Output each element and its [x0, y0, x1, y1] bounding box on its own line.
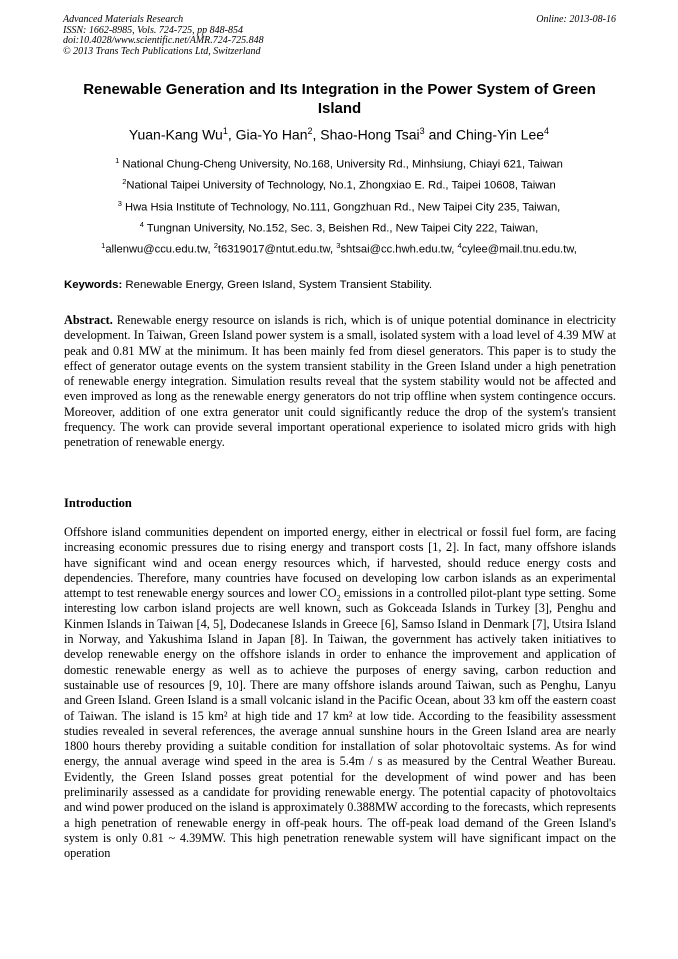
- abstract: [64, 313, 616, 451]
- email-address: allenwu@ccu.edu.tw,: [105, 243, 214, 256]
- affiliation-mark: 4: [139, 219, 144, 229]
- affiliation-list: [40, 150, 638, 256]
- email-line: [40, 235, 638, 256]
- author-affiliation-mark: 4: [544, 126, 550, 136]
- author-list: [40, 122, 638, 144]
- introduction-paragraph: [64, 525, 616, 862]
- email-mark: 4: [457, 241, 462, 251]
- section-heading: Introduction: [64, 496, 132, 510]
- email-mark: 3: [336, 241, 341, 251]
- author-separator: ,: [312, 126, 321, 143]
- author-name: Ching-Yin Lee: [455, 126, 545, 143]
- affiliation-mark: 3: [117, 198, 122, 208]
- journal-name: Advanced Materials Research: [63, 14, 184, 25]
- issn-line: ISSN: 1662-8985, Vols. 724-725, pp 848-854: [63, 24, 243, 36]
- doi-line: doi:10.4028/www.scientific.net/AMR.724-725.848: [63, 35, 264, 46]
- author-affiliation-mark: 1: [222, 126, 228, 136]
- affiliation-text: National Chung-Cheng University, No.168, University Rd., Minhsiung, Chiayi 621, Taiwan: [119, 158, 563, 171]
- affiliation-text: National Taipei University of Technology, No.1, Zhongxiao E. Rd., Taipei 10608, Taiwan: [126, 180, 556, 193]
- keywords: [64, 277, 616, 293]
- intro-text-continued: emissions in a controlled pilot-plant type setting. Some interesting low carbon island projects are well known, such as Gokceada Islands in Turkey [3], Penghu and Kinmen Islands in Taiwan [4, 5], Dodecanese Islands in Greece [6], Samso Island in Denmark [7], Utsira Island in Norway, and Yakushima Island in Japan [8]. In Taiwan, the government has actively taken initiatives to develop renewable energy on the offshore islands in order to enhance the improvement and application of domestic renewable energy as well as to achieve the purposes of energy saving, carbon reduction and sustainable use of resources [9, 10]. There are many offshore islands around Taiwan, such as Penghu, Lanyu and Green Island. Green Island is a small volcanic island in the Pacific Ocean, about 33 km off the eastern coast of Taiwan. The island is 15 km² at high tide and 17 km² at low tide. According to the feasibility assessment studies revealed in several references, the average annual sunshine hours in the Green Island area are nearly 1800 hours thereby providing a suitable condition for installation of solar photovoltaic systems. As for wind energy, the annual average wind speed in the area is 5.4m / s as measured by the Central Weather Bureau. Evidently, the Green Island posses great potential for the development of wind power and has been preliminarily assessed as a candidate for providing renewable energy. The potential capacity of photovoltaics and wind power produced on the island is approximately 0.388MW according to the forecasts, which represents a high penetration of renewable energy in off-peak hours. The off-peak load demand of the Green Island's system is only 0.81 ~ 4.39MW. This high penetration renewable system will have significant impact on the operation: [64, 586, 616, 861]
- intro-text: Offshore island communities dependent on imported energy, either in electrical or fossil fuel form, are facing increasing economic pressures due to rising energy and transport costs [1, 2]. In fact, many offshore islands have significant wind and ocean energy resources which, if harvested, should reduce energy costs and dependencies. Therefore, many countries have focused on developing low carbon islands as an experimental attempt to test renewable energy sources and lower CO: [64, 525, 616, 601]
- author-separator: and: [424, 126, 456, 143]
- email-mark: 1: [101, 241, 106, 251]
- online-date: Online: 2013-08-16: [536, 14, 616, 25]
- email-address: shtsai@cc.hwh.edu.tw,: [340, 243, 458, 256]
- copyright-line: © 2013 Trans Tech Publications Ltd, Switzerland: [63, 45, 261, 57]
- affiliation-text: Hwa Hsia Institute of Technology, No.111, Gongzhuan Rd., New Taipei City 235, Taiwan,: [121, 201, 561, 214]
- abstract-text: Renewable energy resource on islands is rich, which is of unique potential dominance in electricity development. In Taiwan, Green Island power system is a small, isolated system with a load level of 4.39 MW at peak and 0.81 MW at the minimum. It has been mainly fed from diesel generators. This paper is to study the effect of generator outage events on the system transient stability in the Green Island under a high penetration of renewable energy integration. Simulation results reveal that the system stability would not be affected and even improved as long as the renewable energy generators do not trip offline when system contingence occurs. Moreover, addition of one extra generator unit could significantly reduce the drop of the system's transient frequency. The work can provide several important operational experience to isolated micro grids with high penetration of renewable energy.: [64, 313, 616, 450]
- affiliation-line: [40, 171, 638, 192]
- author-affiliation-mark: 2: [307, 126, 313, 136]
- affiliation-text: Tungnan University, No.152, Sec. 3, Beishen Rd., New Taipei City 222, Taiwan,: [143, 222, 539, 235]
- email-address: t6319017@ntut.edu.tw,: [217, 243, 337, 256]
- email-mark: 2: [213, 241, 218, 251]
- keywords-label: Keywords:: [64, 279, 123, 291]
- affiliation-mark: 1: [115, 156, 120, 165]
- affiliation-line: [40, 193, 638, 214]
- affiliation-line: [40, 150, 638, 171]
- author-name: Gia-Yo Han: [235, 126, 308, 143]
- author-name: Yuan-Kang Wu: [128, 126, 223, 143]
- affiliation-mark: 2: [122, 177, 127, 187]
- abstract-label: Abstract.: [64, 313, 113, 327]
- author-affiliation-mark: 3: [419, 126, 425, 136]
- paper-title: Renewable Generation and Its Integration in the Power System of Green Island: [83, 81, 596, 117]
- journal-header: [63, 15, 616, 57]
- email-address: cylee@mail.tnu.edu.tw,: [461, 243, 577, 256]
- author-name: Shao-Hong Tsai: [320, 126, 420, 143]
- author-separator: ,: [227, 126, 236, 143]
- affiliation-line: [40, 214, 638, 235]
- subscript: 2: [336, 593, 341, 603]
- keywords-text: Renewable Energy, Green Island, System Transient Stability.: [122, 279, 433, 291]
